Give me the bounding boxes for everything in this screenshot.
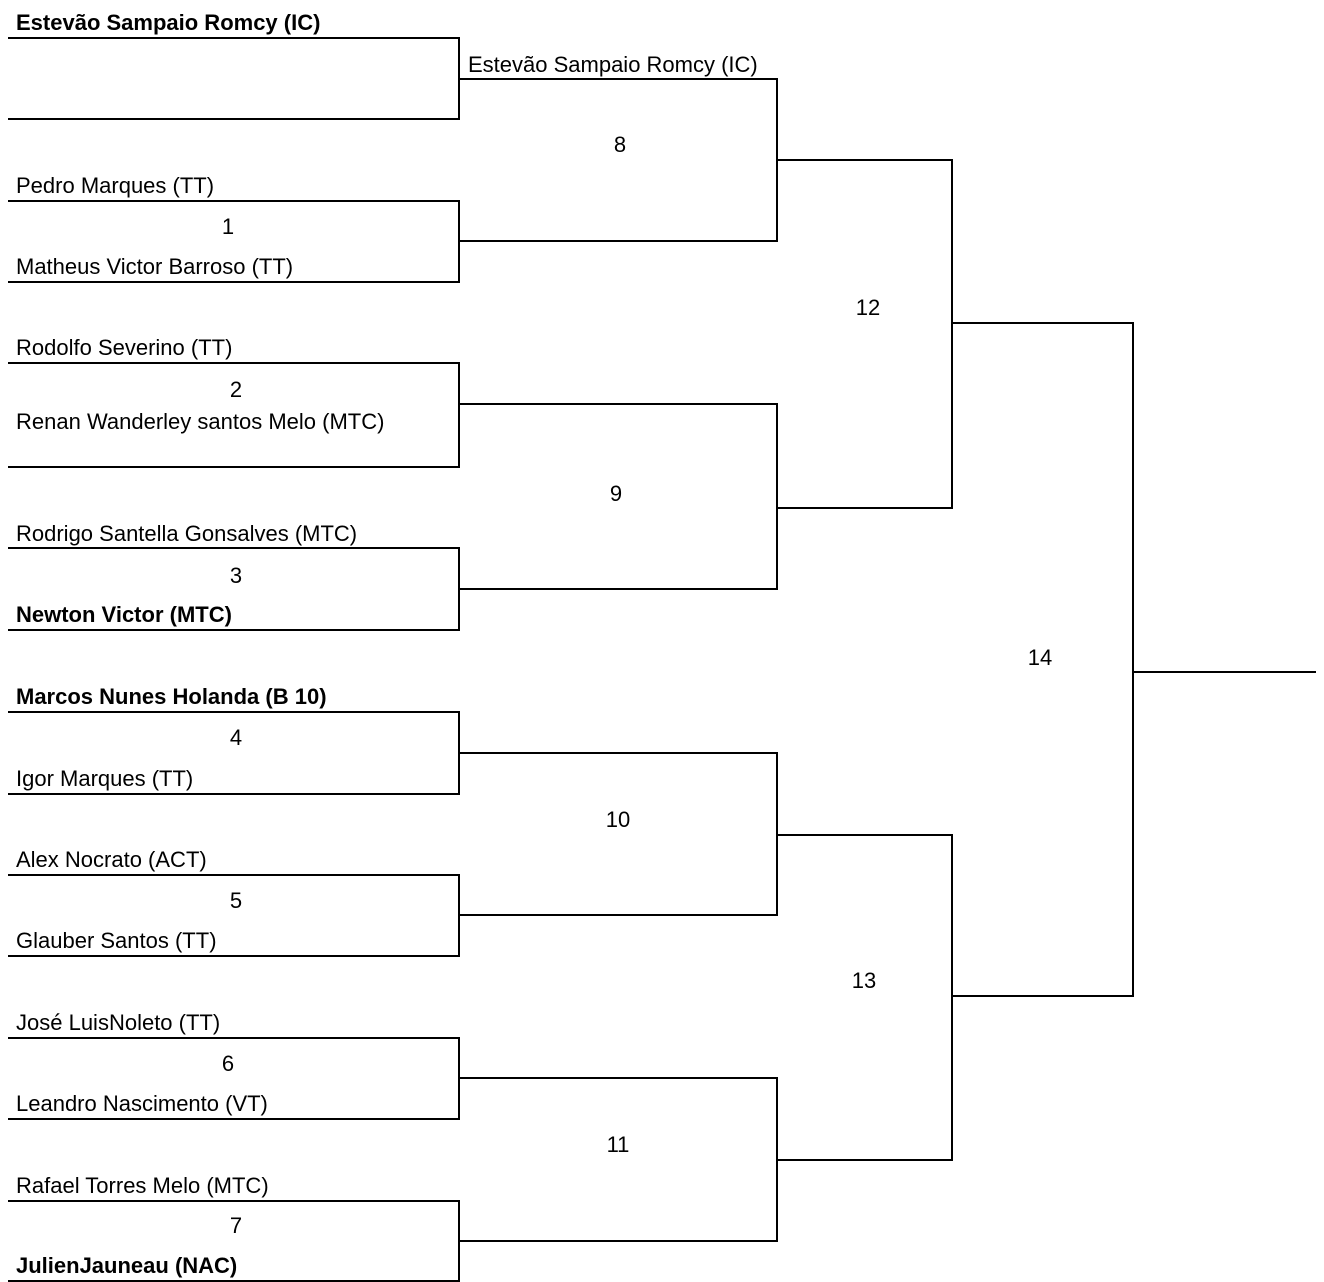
player-name-m4-bottom: Igor Marques (TT) — [16, 766, 194, 791]
slot-line-m12-top — [776, 159, 953, 161]
slot-line-m1-bottom — [8, 281, 460, 283]
match-number-4: 4 — [229, 725, 243, 750]
player-name-m4-top: Marcos Nunes Holanda (B 10) — [16, 684, 327, 709]
player-name-m1-top: Pedro Marques (TT) — [16, 173, 215, 198]
bracket-vertical-m12 — [951, 159, 953, 509]
slot-line-m2-bottom — [8, 466, 460, 468]
player-name-m5-top: Alex Nocrato (ACT) — [16, 847, 207, 872]
match-number-14: 14 — [1027, 645, 1053, 670]
slot-line-m3-top — [8, 547, 460, 549]
bracket-vertical-m13 — [951, 834, 953, 1161]
slot-line-m10-top — [458, 752, 778, 754]
slot-line-m11-top — [458, 1077, 778, 1079]
slot-line-bye-top — [8, 37, 460, 39]
match-number-7: 7 — [229, 1213, 243, 1238]
slot-line-m2-top — [8, 362, 460, 364]
match-number-2: 2 — [229, 377, 243, 402]
match-number-3: 3 — [229, 563, 243, 588]
slot-line-m7-top — [8, 1200, 460, 1202]
slot-line-m6-top — [8, 1037, 460, 1039]
slot-line-m12-bottom — [776, 507, 953, 509]
player-name-seed-bye: Estevão Sampaio Romcy (IC) — [16, 10, 321, 35]
slot-line-m3-bottom — [8, 629, 460, 631]
slot-line-m9-bottom — [458, 588, 778, 590]
player-name-m7-top: Rafael Torres Melo (MTC) — [16, 1173, 269, 1198]
player-name-m3-top: Rodrigo Santella Gonsalves (MTC) — [16, 521, 358, 546]
slot-line-m4-top — [8, 711, 460, 713]
player-name-m2-bottom: Renan Wanderley santos Melo (MTC) — [16, 409, 385, 434]
player-name-m7-bottom: JulienJauneau (NAC) — [16, 1253, 238, 1278]
match-number-8: 8 — [613, 132, 627, 157]
slot-line-m11-bottom — [458, 1240, 778, 1242]
slot-line-m9-top — [458, 403, 778, 405]
player-name-m1-bottom: Matheus Victor Barroso (TT) — [16, 254, 294, 279]
player-name-m6-bottom: Leandro Nascimento (VT) — [16, 1091, 268, 1116]
bracket-vertical-m2 — [458, 362, 460, 468]
advanced-name-m8-top: Estevão Sampaio Romcy (IC) — [468, 52, 758, 77]
slot-line-m10-bottom — [458, 914, 778, 916]
slot-line-m5-top — [8, 874, 460, 876]
slot-line-m13-bottom — [776, 1159, 953, 1161]
player-name-m3-bottom: Newton Victor (MTC) — [16, 602, 232, 627]
match-number-5: 5 — [229, 888, 243, 913]
match-number-6: 6 — [221, 1051, 235, 1076]
match-number-10: 10 — [605, 807, 631, 832]
match-number-11: 11 — [606, 1132, 630, 1157]
slot-line-m13-top — [776, 834, 953, 836]
bracket-vertical-m9 — [776, 403, 778, 590]
slot-line-m5-bottom — [8, 955, 460, 957]
slot-line-m1-top — [8, 200, 460, 202]
player-name-m2-top: Rodolfo Severino (TT) — [16, 335, 233, 360]
player-name-m6-top: José LuisNoleto (TT) — [16, 1010, 221, 1035]
slot-line-m8-top — [458, 78, 778, 80]
match-number-1: 1 — [221, 214, 235, 239]
slot-line-m14-top — [951, 322, 1134, 324]
slot-line-m14-bottom — [951, 995, 1134, 997]
match-number-12: 12 — [855, 295, 881, 320]
match-number-9: 9 — [609, 481, 623, 506]
slot-line-m6-bottom — [8, 1118, 460, 1120]
player-name-m5-bottom: Glauber Santos (TT) — [16, 928, 217, 953]
slot-line-bye-bottom — [8, 118, 460, 120]
champion-line — [1132, 671, 1316, 673]
slot-line-m8-bottom — [458, 240, 778, 242]
slot-line-m4-bottom — [8, 793, 460, 795]
match-number-13: 13 — [851, 968, 877, 993]
bracket-vertical-m14 — [1132, 322, 1134, 997]
